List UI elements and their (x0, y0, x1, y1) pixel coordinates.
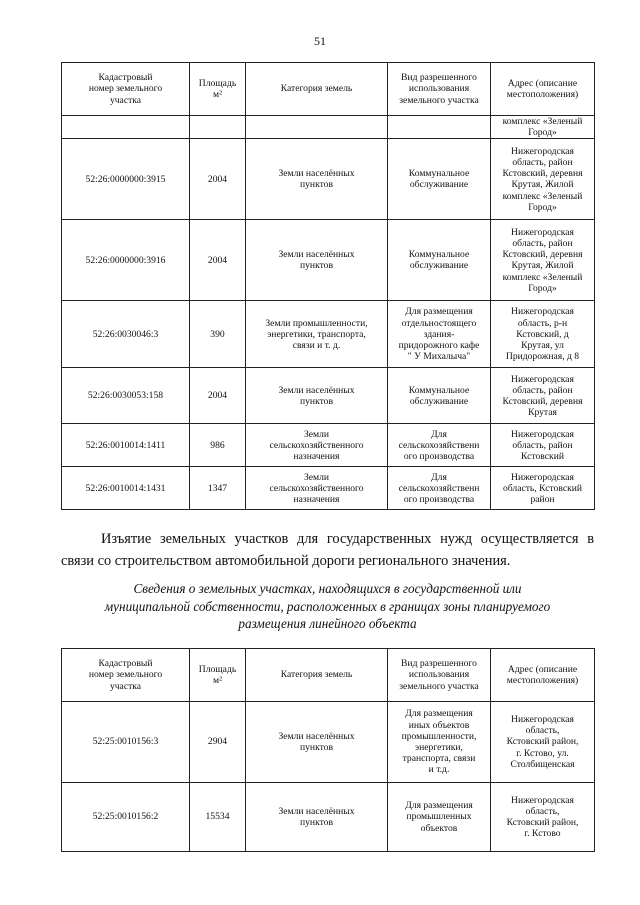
cell-address: Нижегородская область, Кстовский район (491, 467, 595, 510)
cell-area: 1347 (190, 467, 246, 510)
cell-category: Земли промышленности, энергетики, транспорта, связи и т. д. (246, 301, 388, 368)
cell-use: Коммунальное обслуживание (388, 220, 491, 301)
table-row (62, 368, 595, 424)
cell-category: Земли сельскохозяйственного назначения (246, 467, 388, 510)
cell-address: Нижегородская область, район Кстовский, деревня Крутая, Жилой комплекс «Зеленый Город» (491, 139, 595, 220)
cell-cadastral: 52:25:0010156:2 (62, 783, 190, 852)
cell-address: Нижегородская область, р-н Кстовский, д Крутая, ул Придорожная, д 8 (491, 301, 595, 368)
cell-use: Коммунальное обслуживание (388, 139, 491, 220)
cell-cadastral: 52:26:0030046:3 (62, 301, 190, 368)
cell-cadastral: 52:26:0010014:1411 (62, 424, 190, 467)
cell-area: 2004 (190, 139, 246, 220)
cell-use: Для сельскохозяйственн ого производства (388, 467, 491, 510)
cell-area (190, 116, 246, 139)
cell-category: Земли населённых пунктов (246, 783, 388, 852)
cell-category: Земли населённых пунктов (246, 139, 388, 220)
table-header-row (62, 63, 595, 116)
header-area: Площадь м² (190, 63, 246, 116)
cell-cadastral: 52:26:0030053:158 (62, 368, 190, 424)
cell-address: Нижегородская область, район Кстовский, деревня Крутая (491, 368, 595, 424)
cell-address: Нижегородская область, район Кстовский, деревня Крутая, Жилой комплекс «Зеленый Город» (491, 220, 595, 301)
header-use: Вид разрешенного использования земельного участка (388, 63, 491, 116)
body-paragraph (61, 528, 594, 572)
cell-cadastral: 52:26:0000000:3916 (62, 220, 190, 301)
header-address: Адрес (описание местоположения) (491, 63, 595, 116)
header-use: Вид разрешенного использования земельного участка (388, 649, 491, 702)
cell-area: 986 (190, 424, 246, 467)
cell-area: 15534 (190, 783, 246, 852)
header-area: Площадь м² (190, 649, 246, 702)
header-category: Категория земель (246, 63, 388, 116)
paragraph-text: Изъятие земельных участков для государственных нужд осуществляется в связи со строительством автомобильной дороги регионального значения. (61, 531, 594, 569)
table-row-continuation (62, 116, 595, 139)
cell-use: Для сельскохозяйственн ого производства (388, 424, 491, 467)
cell-cadastral: 52:26:0000000:3915 (62, 139, 190, 220)
table-row (62, 424, 595, 467)
cell-category: Земли сельскохозяйственного назначения (246, 424, 388, 467)
cell-address: Нижегородская область, Кстовский район, г. Кстово (491, 783, 595, 852)
cell-address: Нижегородская область, Кстовский район, г. Кстово, ул. Столбищенская (491, 702, 595, 783)
cell-area: 2004 (190, 220, 246, 301)
cell-category: Земли населённых пунктов (246, 702, 388, 783)
header-category: Категория земель (246, 649, 388, 702)
table-row (62, 220, 595, 301)
cell-use: Для размещения отдельностоящего здания- придорожного кафе " У Михалыча" (388, 301, 491, 368)
header-cadastral: Кадастровый номер земельного участка (62, 649, 190, 702)
cell-area: 2904 (190, 702, 246, 783)
table-row (62, 139, 595, 220)
cell-category: Земли населённых пунктов (246, 368, 388, 424)
header-address: Адрес (описание местоположения) (491, 649, 595, 702)
table-row (62, 783, 595, 852)
cell-cadastral: 52:25:0010156:3 (62, 702, 190, 783)
cell-area: 390 (190, 301, 246, 368)
header-cadastral: Кадастровый номер земельного участка (62, 63, 190, 116)
table-row (62, 467, 595, 510)
cell-category: Земли населённых пунктов (246, 220, 388, 301)
cell-cadastral (62, 116, 190, 139)
cell-use: Для размещения промышленных объектов (388, 783, 491, 852)
cell-category (246, 116, 388, 139)
cell-cadastral: 52:26:0010014:1431 (62, 467, 190, 510)
cell-use: Коммунальное обслуживание (388, 368, 491, 424)
land-plots-table (61, 62, 595, 510)
table-header-row (62, 649, 595, 702)
cell-use (388, 116, 491, 139)
cell-area: 2004 (190, 368, 246, 424)
section-subtitle: Сведения о земельных участках, находящихся в государственной или муниципальной собственности, расположенных в границах зоны планируемого размещения линейного объекта (104, 581, 551, 631)
cell-address: комплекс «Зеленый Город» (491, 116, 595, 139)
table-row (62, 301, 595, 368)
table-row (62, 702, 595, 783)
page-number: 51 (314, 34, 326, 48)
state-land-plots-table (61, 648, 595, 852)
cell-address: Нижегородская область, район Кстовский (491, 424, 595, 467)
cell-use: Для размещения иных объектов промышленности, энергетики, транспорта, связи и т.д. (388, 702, 491, 783)
